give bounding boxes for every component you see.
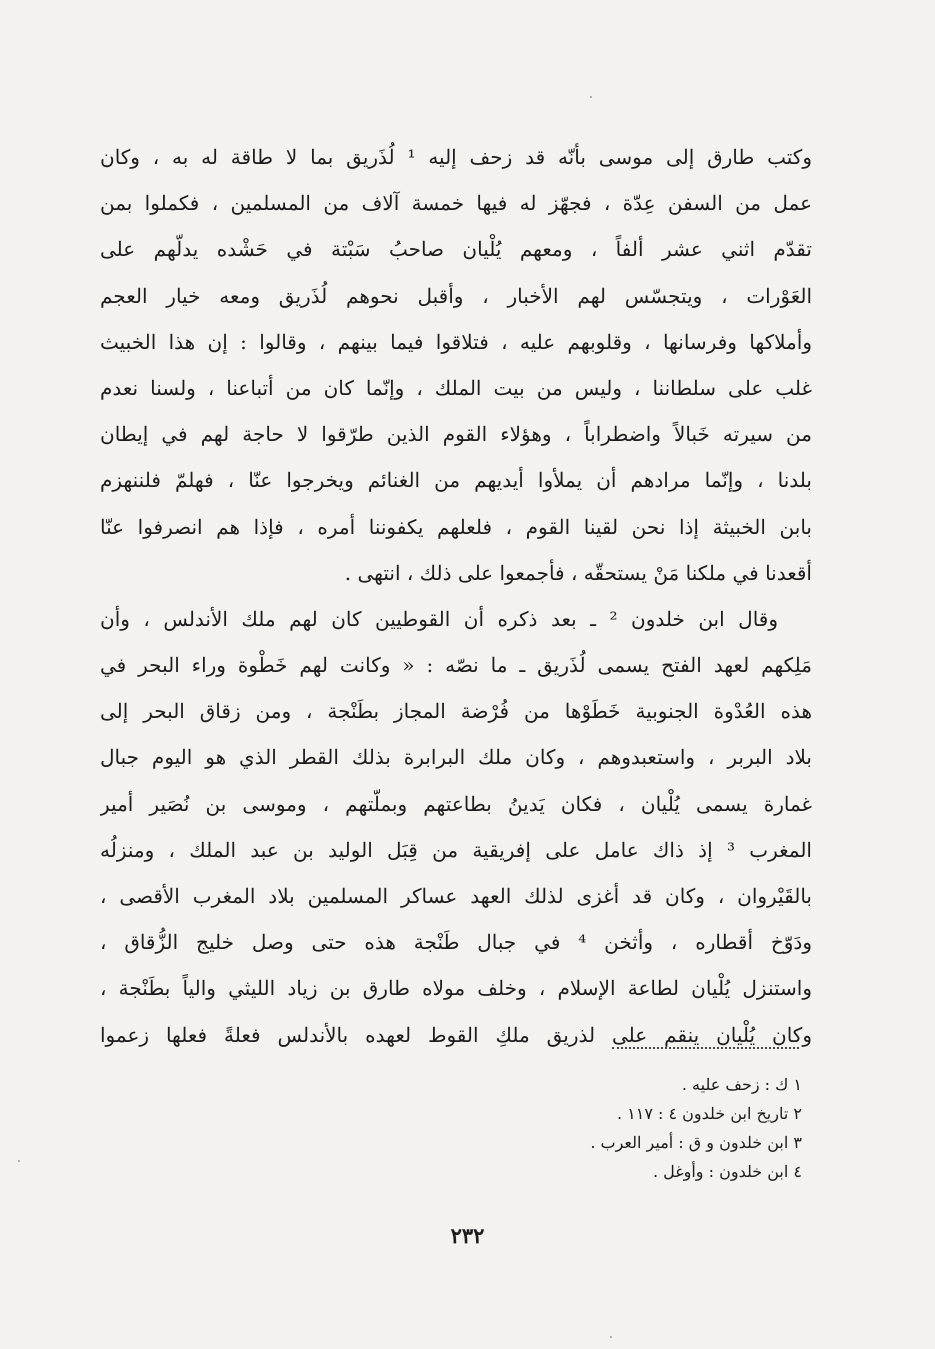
body-line: وأملاكها وفرسانها ، وقلوبهم عليه ، فتلاقوا فيما بينهم ، وقالوا : إن هذا الخبيث xyxy=(100,329,812,354)
body-line: بابن الخبيثة إذا نحن لقينا القوم ، فلعلهم يكفوننا أمره ، فإذا هم انصرفوا عنّا xyxy=(100,514,812,539)
body-text xyxy=(100,134,812,1058)
paper-speck xyxy=(610,1336,612,1338)
page-number: ٢٣٢ xyxy=(450,1223,485,1248)
paper-speck xyxy=(18,1160,20,1162)
body-line: تقدّم اثني عشر ألفاً ، ومعهم يُلْيان صاحبُ سَبْتة في حَشْده يدلّهم على xyxy=(100,237,812,262)
body-line: ودَوّخ أقطاره ، وأثخن ⁴ في جبال طَنْجة هذه حتى وصل خليج الزُّقاق ، xyxy=(100,930,812,955)
body-line: هذه العُدْوة الجنوبية خَطَوْها من فُرْضة المجاز بطَنْجة ، ومن زقاق البحر إلى xyxy=(100,699,812,724)
footnote: ٢ تاريخ ابن خلدون ٤ : ١١٧ . xyxy=(616,1104,802,1123)
body-line: عمل من السفن عِدّة ، فجهّز له فيها خمسة آلاف من المسلمين ، فكملوا بمن xyxy=(100,191,812,216)
body-line: بلاد البربر ، واستعبدوهم ، وكان ملك البرابرة بذلك القطر الذي هو اليوم جبال xyxy=(100,745,812,770)
body-line: مَلِكهم لعهد الفتح يسمى لُذَريق ـ ما نصّه : « وكانت لهم خَطْوة وراء البحر في xyxy=(100,653,812,678)
body-line: أقعدنا في ملكنا مَنْ يستحقّه ، فأجمعوا على ذلك ، انتهى . xyxy=(344,560,812,585)
body-line: العَوْرات ، ويتجسّس لهم الأخبار ، وأقبل نحوهم لُذَريق ومعه خيار العجم xyxy=(100,283,812,308)
body-line: واستنزل يُلْيان لطاعة الإسلام ، وخلف مولاه طارق بن زياد الليثي والياً بطَنْجة ، xyxy=(100,976,812,1001)
footnote-separator xyxy=(612,1047,799,1049)
footnote: ٤ ابن خلدون : وأوغل . xyxy=(652,1162,802,1181)
body-line: وقال ابن خلدون ² ـ بعد ذكره أن القوطيين كان لهم ملك الأندلس ، وأن xyxy=(100,606,779,631)
body-line: بلدنا ، وإنّما مرادهم أن يملأوا أيديهم من الغنائم ويخرجوا عنّا ، فهلمّ فلننهزم xyxy=(100,468,812,493)
body-line: من سيرته خَبالاً واضطراباً ، وهؤلاء القوم الذين طرّقوا لا حاجة لهم في إيطان xyxy=(100,422,812,447)
body-line: وكان يُلْيان ينقم على لذريق ملكِ القوط لعهده بالأندلس فعلةً فعلها زعموا xyxy=(100,1022,812,1047)
footnote: ١ ك : زحف عليه . xyxy=(681,1075,802,1094)
body-line: غمارة يسمى يُلْيان ، فكان يَدينُ بطاعتهم وبملّتهم ، وموسى بن نُصَير أمير xyxy=(100,791,812,816)
body-line: بالقَيْروان ، وكان قد أغزى لذلك العهد عساكر المسلمين بلاد المغرب الأقصى ، xyxy=(100,884,812,908)
body-line: وكتب طارق إلى موسى بأنّه قد زحف إليه ¹ لُذَريق بما لا طاقة له به ، وكان xyxy=(100,145,812,169)
footnote: ٣ ابن خلدون و ق : أمير العرب . xyxy=(590,1133,802,1152)
body-line: غلب على سلطاننا ، وليس من بيت الملك ، وإنّما كان من أتباعنا ، ولسنا نعدم xyxy=(100,375,812,400)
footnotes xyxy=(400,1070,802,1186)
body-line: المغرب ³ إذ ذاك عامل على إفريقية من قِبَل الوليد بن عبد الملك ، ومنزلُه xyxy=(100,837,812,862)
paper-speck xyxy=(590,96,592,98)
